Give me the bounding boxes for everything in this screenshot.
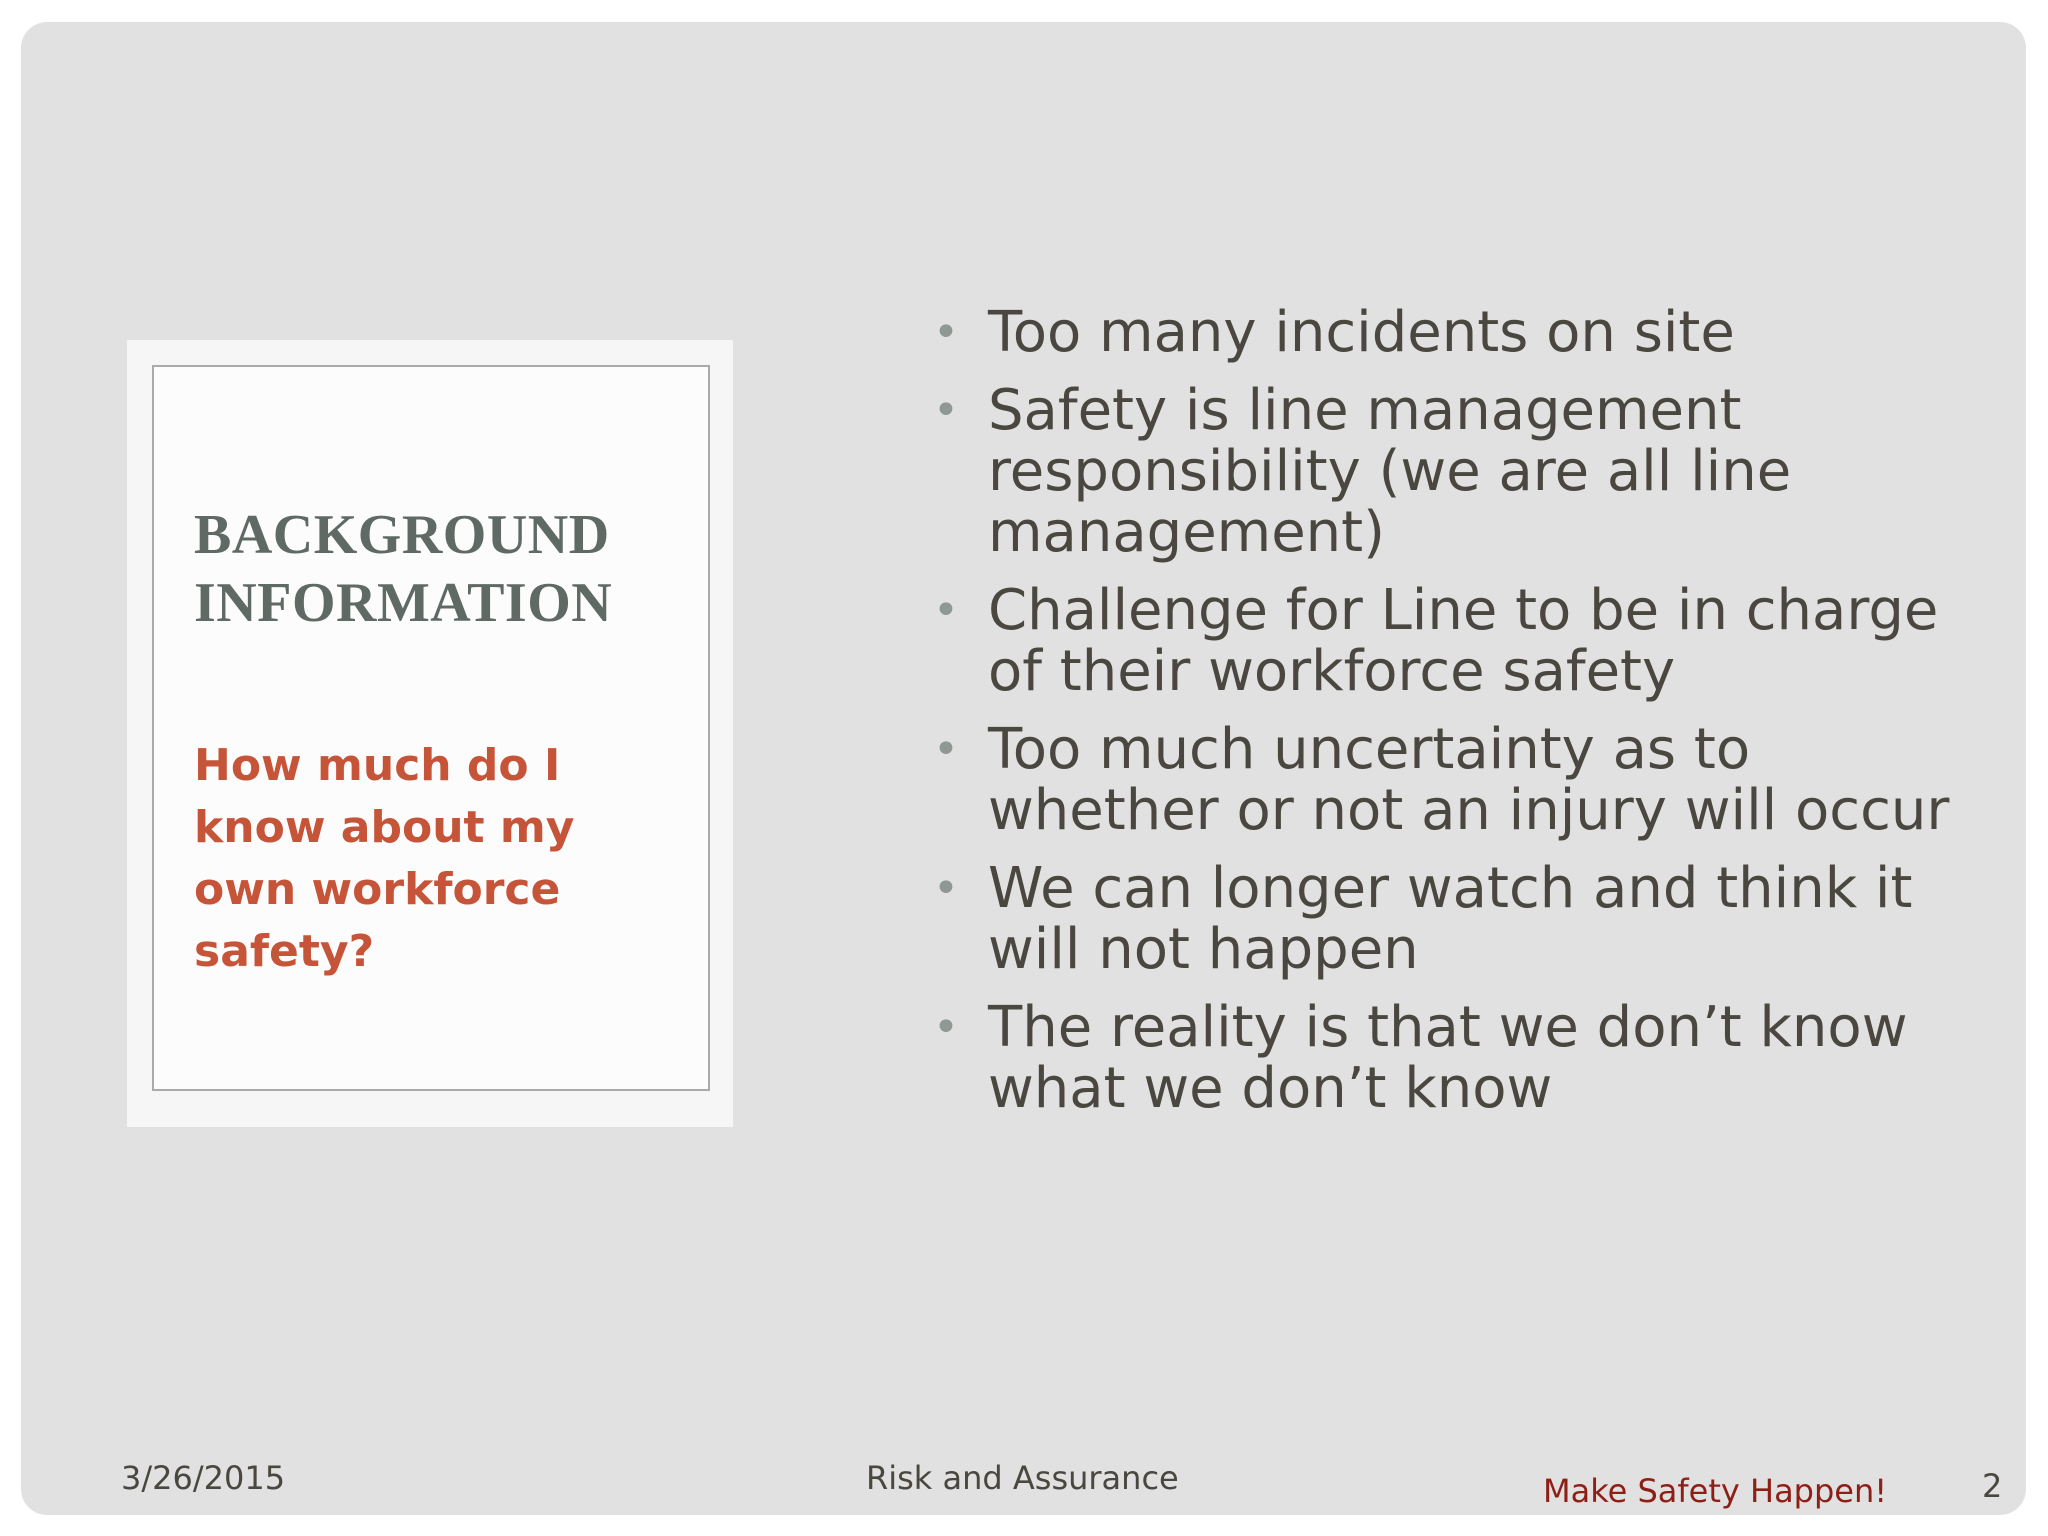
title-card-inner <box>152 365 710 1091</box>
page-number: 2 <box>1982 1467 2003 1505</box>
bullet-list <box>911 302 1991 1136</box>
bullet-marker: • <box>933 307 959 358</box>
slide-subtitle: How much do I know about my own workforce safety? <box>194 740 575 977</box>
bullet-item <box>911 997 1991 1119</box>
slide-title <box>194 501 694 637</box>
footer-tagline: Make Safety Happen! <box>1543 1472 1888 1510</box>
bullet-text: We can longer watch and think it will not happen <box>988 856 1913 982</box>
bullet-text: Too many incidents on site <box>988 300 1735 365</box>
footer-date: 3/26/2015 <box>121 1459 286 1497</box>
bullet-text: Safety is line management responsibility (we are all line management) <box>988 378 1792 565</box>
bullet-item <box>911 580 1991 702</box>
bullet-text: Challenge for Line to be in charge of their workforce safety <box>988 578 1939 704</box>
bullet-marker: • <box>933 1002 959 1053</box>
bullet-item <box>911 302 1991 363</box>
bullet-text: The reality is that we don’t know what we don’t know <box>988 995 1908 1121</box>
bullet-marker: • <box>933 863 959 914</box>
bullet-marker: • <box>933 585 959 636</box>
slide-title-line-2: INFORMATION <box>194 572 613 634</box>
bullet-marker: • <box>933 724 959 775</box>
bullet-item <box>911 380 1991 563</box>
bullet-marker: • <box>933 385 959 436</box>
bullet-item <box>911 858 1991 980</box>
footer-title: Risk and Assurance <box>866 1459 1179 1497</box>
slide <box>21 22 2026 1515</box>
bullet-item <box>911 719 1991 841</box>
slide-title-line-1: BACKGROUND <box>194 504 610 566</box>
title-card <box>127 340 733 1127</box>
bullet-text: Too much uncertainty as to whether or not an injury will occur <box>988 717 1950 843</box>
